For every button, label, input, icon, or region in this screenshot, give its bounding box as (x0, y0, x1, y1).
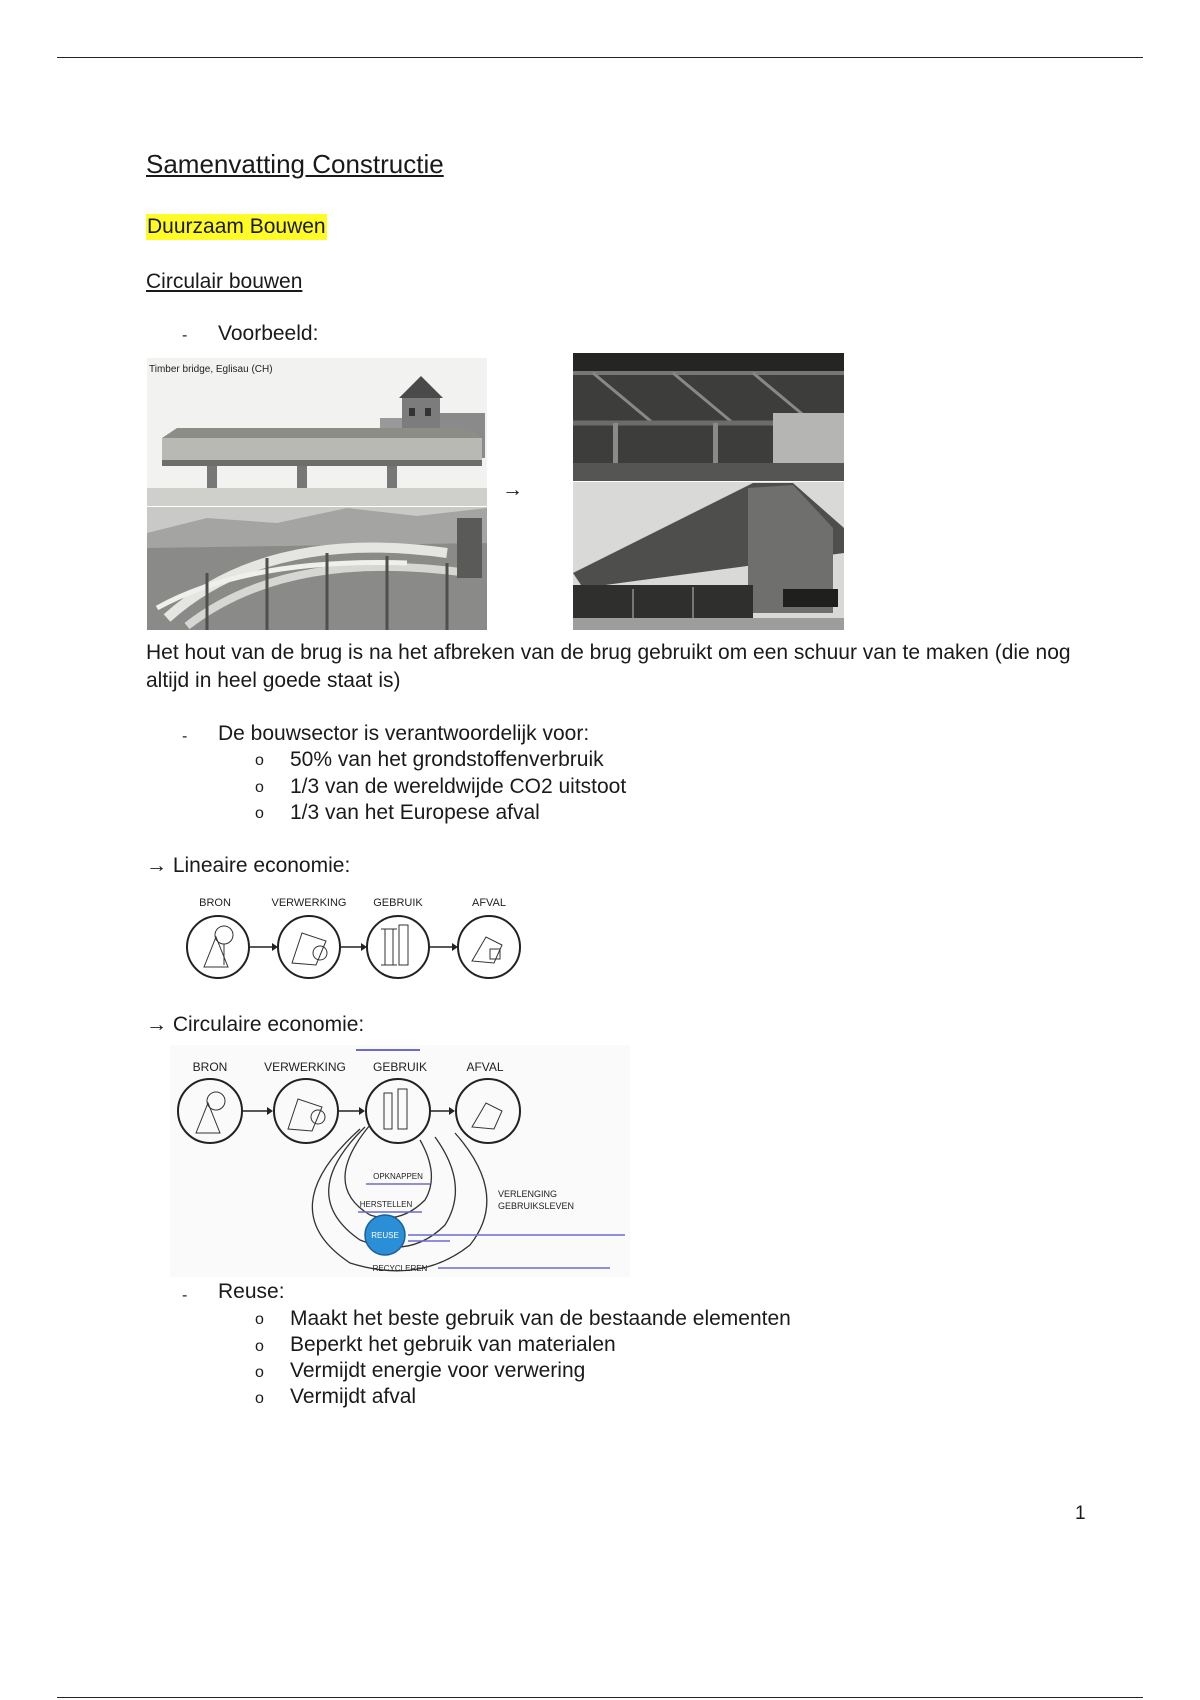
bullet-dash: - (182, 327, 188, 344)
sector-item: 1/3 van de wereldwijde CO2 uitstoot (290, 775, 627, 798)
beam-use-icon (367, 916, 429, 978)
loop-label: OPKNAPPEN (373, 1172, 423, 1181)
example-explanation: Het hout van de brug is na het afbreken van de brug gebruikt om een schuur van te maken (die nog altijd in heel goede staat is) (146, 641, 1071, 692)
section-heading: Circulair bouwen (146, 270, 303, 293)
photo-caption: Timber bridge, Eglisau (CH) (149, 364, 273, 375)
linear-economy-diagram (180, 893, 540, 983)
bullet-circle: o (255, 752, 264, 769)
highlighted-heading: Duurzaam Bouwen (147, 215, 326, 238)
circular-heading: → Circulaire economie: (146, 1013, 365, 1036)
reuse-label: Reuse: (218, 1280, 285, 1303)
bullet-circle: o (255, 1364, 264, 1381)
reuse-item: Maakt het beste gebruik van de bestaande elementen (290, 1307, 791, 1330)
reuse-item: Vermijdt afval (290, 1385, 417, 1408)
bullet-circle: o (255, 779, 264, 796)
stage-label: GEBRUIK (373, 897, 423, 909)
stage-label: AFVAL (471, 897, 507, 909)
stage-label: AFVAL (466, 1060, 504, 1074)
bullet-circle: o (255, 1311, 264, 1328)
example-label: Voorbeeld: (218, 322, 319, 345)
bullet-circle: o (255, 1338, 264, 1355)
document-title: Samenvatting Constructie (146, 149, 444, 179)
sector-item: 50% van het grondstoffenverbruik (290, 748, 604, 771)
linear-heading: → Lineaire economie: (146, 854, 351, 877)
reuse-item: Vermijdt energie voor verwering (290, 1359, 586, 1382)
page-number: 1 (1075, 1503, 1086, 1524)
sector-intro: De bouwsector is verantwoordelijk voor: (218, 722, 590, 745)
extension-label: GEBRUIKSLEVEN (498, 1201, 575, 1211)
waste-icon (458, 916, 520, 978)
bullet-circle: o (255, 1390, 264, 1407)
source-tree-icon (187, 916, 249, 978)
stage-label: VERWERKING (264, 1060, 346, 1074)
timber-bridge-photo (147, 358, 487, 630)
footer-rule (57, 1697, 1143, 1698)
arrow-right-icon: → (502, 478, 523, 501)
circular-economy-diagram (170, 1045, 630, 1277)
extension-label: VERLENGING (498, 1189, 558, 1199)
bullet-circle: o (255, 805, 264, 822)
barn-photo (573, 353, 844, 630)
bullet-dash: - (182, 728, 188, 745)
reuse-item: Beperkt het gebruik van materialen (290, 1333, 616, 1356)
header-rule (57, 57, 1143, 58)
loop-label: RECYCLEREN (372, 1264, 428, 1273)
sector-item: 1/3 van het Europese afval (290, 801, 540, 824)
stage-label: BRON (192, 1060, 228, 1074)
bullet-dash: - (182, 1287, 188, 1304)
stage-label: VERWERKING (271, 897, 347, 909)
stage-label: BRON (199, 897, 231, 909)
saw-processing-icon (278, 916, 340, 978)
loop-label: HERSTELLEN (359, 1200, 413, 1209)
stage-label: GEBRUIK (372, 1060, 428, 1074)
reuse-label: REUSE (371, 1231, 399, 1240)
